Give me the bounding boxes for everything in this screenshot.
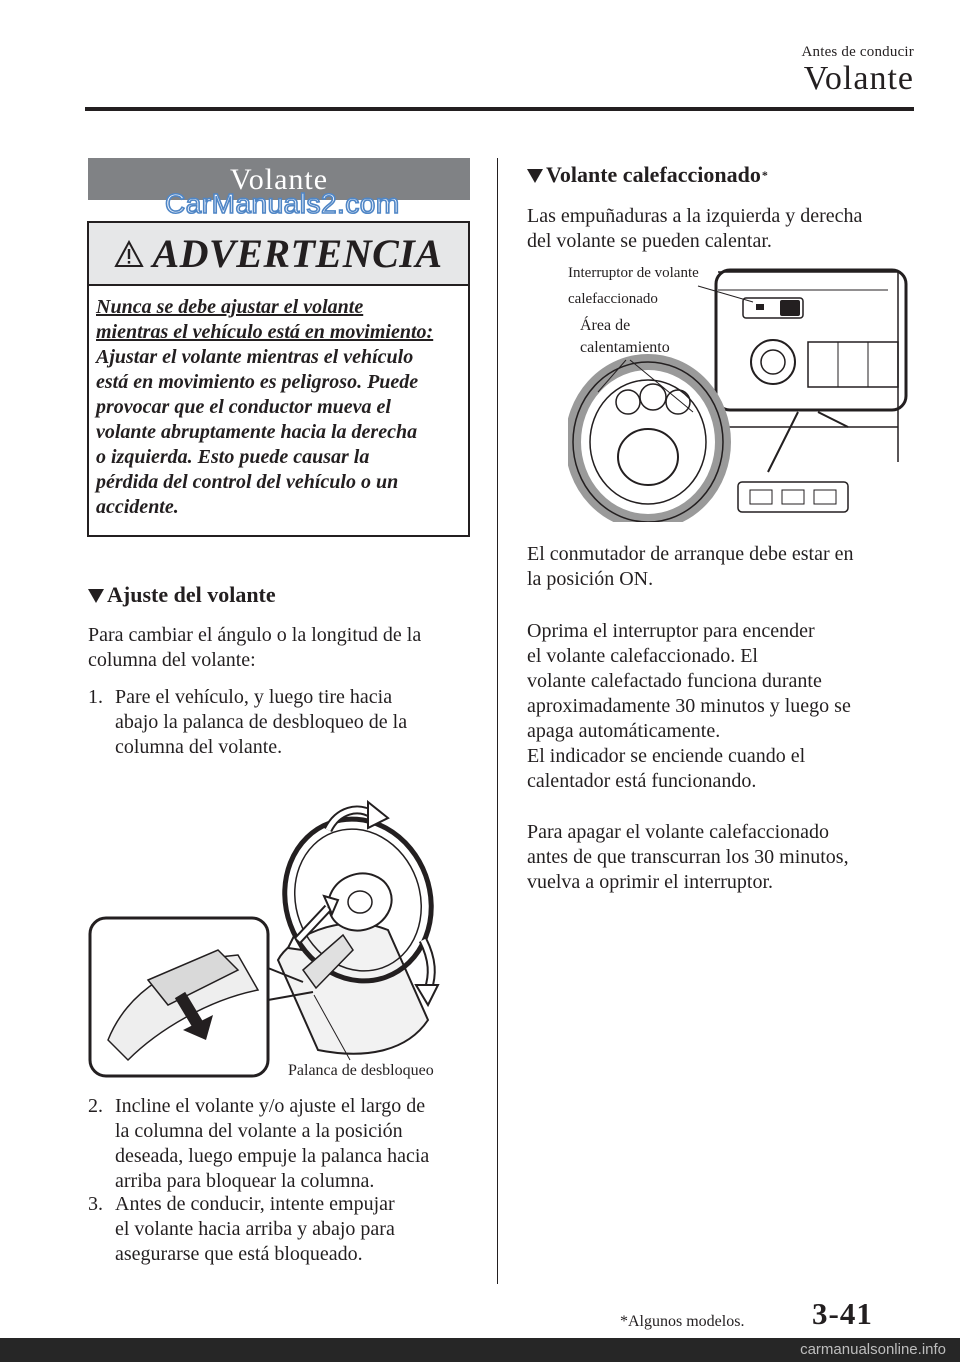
release-lever-label: Palanca de desbloqueo [288,1062,434,1079]
press-line: apaga automáticamente. [527,720,721,742]
warning-emphasis-line: Nunca se debe ajustar el volante [96,296,364,318]
step-line: la columna del volante a la posición [115,1120,403,1142]
press-line: El indicador se enciende cuando el [527,745,806,767]
warning-emphasis-line: mientras el vehículo está en movimiento: [96,321,434,343]
press-switch-paragraph [527,619,912,794]
header-rule [85,107,914,111]
steering-adjust-illustration [88,790,472,1090]
warning-emphasis [96,295,466,345]
step-line: abajo la palanca de desbloqueo de la [115,711,408,733]
step-2 [88,1094,458,1194]
press-line: volante calefactado funciona durante [527,670,822,692]
ignition-line: El conmutador de arranque debe estar en [527,543,854,565]
press-line: el volante calefaccionado. El [527,645,758,667]
adjust-heading-text: Ajuste del volante [107,582,276,607]
off-line: Para apagar el volante calefaccionado [527,821,830,843]
warning-line: volante abruptamente hacia la derecha [96,421,418,443]
heating-area-label-line: calentamiento [580,339,670,356]
step-line: el volante hacia arriba y abajo para [115,1218,395,1240]
warning-line: provocar que el conductor mueva el [96,396,391,418]
step-number: 2. [88,1095,103,1117]
ignition-line: la posición ON. [527,568,654,590]
triangle-bullet-icon [88,589,104,603]
column-divider [497,158,498,1284]
optional-mark: * [761,167,768,182]
adjust-heading [88,582,276,608]
site-watermark: carmanualsonline.info [0,1338,960,1362]
step-line: Incline el volante y/o ajuste el largo de [115,1095,426,1117]
warning-title: ADVERTENCIA [152,231,443,276]
step-line: columna del volante. [115,736,283,758]
heated-intro-line: del volante se pueden calentar. [527,230,772,252]
footnote: *Algunos modelos. [620,1313,745,1330]
adjust-intro-line: Para cambiar el ángulo o la longitud de la [88,624,422,646]
off-line: antes de que transcurran los 30 minutos, [527,846,849,868]
warning-line: accidente. [96,496,179,518]
press-line: calentador está funcionando. [527,770,757,792]
heated-switch-label [568,260,738,312]
step-line: arriba para bloquear la columna. [115,1170,375,1192]
warning-header [89,223,468,286]
heating-area-label-line: Área de [580,317,631,334]
warning-line: pérdida del control del vehículo o un [96,471,399,493]
warning-body [96,295,466,520]
off-line: vuelva a oprimir el interruptor. [527,871,774,893]
warning-box [87,221,470,537]
triangle-bullet-icon [527,169,543,183]
running-header-section: Antes de conducir [801,44,914,60]
step-number: 1. [88,686,103,708]
step-line: Antes de conducir, intente empujar [115,1193,395,1215]
page-number: 3-41 [812,1296,873,1331]
warning-line: Ajustar el volante mientras el vehículo [96,346,414,368]
heated-switch-label-line: calefaccionado [568,291,658,307]
press-line: aproximadamente 30 minutos y luego se [527,695,851,717]
heated-intro [527,204,912,254]
step-line: deseada, luego empuje la palanca hacia [115,1145,430,1167]
heated-heading-text: Volante calefaccionado [546,162,761,187]
warning-line: está en movimiento es peligroso. Puede [96,371,419,393]
step-number: 3. [88,1193,103,1215]
section-banner: Volante [88,158,470,200]
step-line: asegurarse que está bloqueado. [115,1243,363,1265]
watermark-logo: CarManuals2.com [165,188,400,219]
warning-line: o izquierda. Esto puede causar la [96,446,370,468]
adjust-intro [88,623,473,673]
ignition-paragraph [527,542,912,592]
turn-off-paragraph [527,820,912,895]
heated-switch-label-line: Interruptor de volante [568,265,699,281]
heated-wheel-heading [527,162,768,188]
heated-intro-line: Las empuñaduras a la izquierda y derecha [527,205,863,227]
heating-area-label [580,315,710,359]
step-line: Pare el vehículo, y luego tire hacia [115,686,393,708]
adjust-intro-line: columna del volante: [88,649,256,671]
step-3 [88,1192,458,1267]
running-header-title: Volante [803,60,914,97]
warning-triangle-icon [114,240,144,268]
step-1 [88,685,458,760]
press-line: Oprima el interruptor para encender [527,620,815,642]
